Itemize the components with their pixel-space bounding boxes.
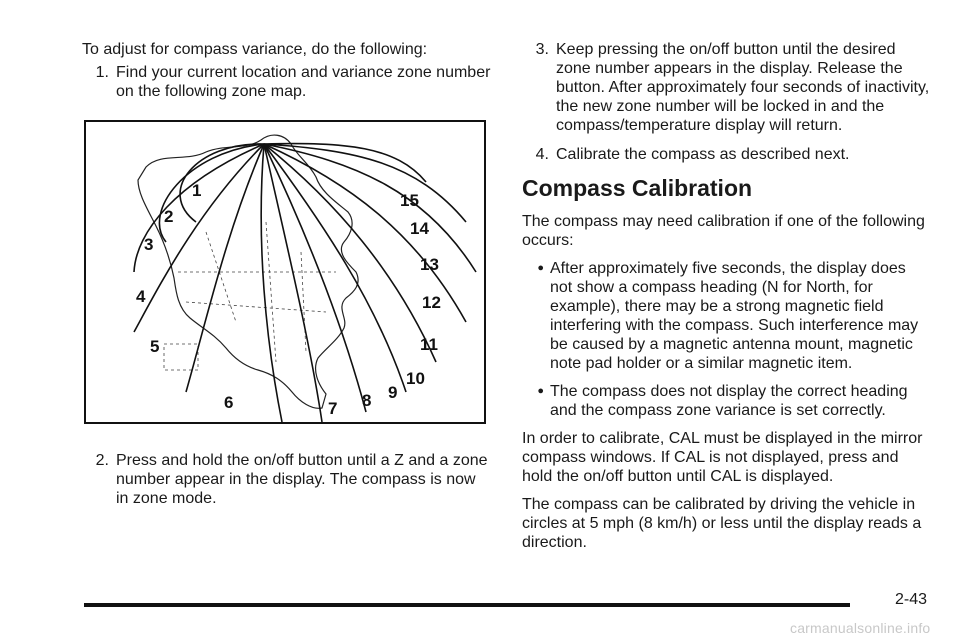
step-1 <box>82 63 492 101</box>
intro-text: To adjust for compass variance, do the following: <box>82 41 428 58</box>
zone-label-10: 10 <box>406 369 425 388</box>
zone-label-15: 15 <box>400 191 419 210</box>
left-column <box>82 40 492 111</box>
bullet-item <box>522 259 932 373</box>
zone-label-3: 3 <box>144 235 154 254</box>
left-column-lower <box>82 451 492 518</box>
zone-label-14: 14 <box>410 219 429 238</box>
calibration-intro: The compass may need calibration if one of the following occurs: <box>522 213 925 249</box>
zone-map-figure <box>84 120 486 424</box>
step-number: 3. <box>535 41 549 58</box>
border-lines <box>178 222 336 362</box>
zone-label-8: 8 <box>362 391 372 410</box>
bullet-icon: ● <box>537 385 544 397</box>
bullet-icon: ● <box>537 262 544 274</box>
zone-label-11: 11 <box>420 335 438 354</box>
calibration-paragraph-2: The compass can be calibrated by driving the vehicle in circles at 5 mph (8 km/h) or less until the display reads a direction. <box>522 496 922 551</box>
calibration-paragraph-1: In order to calibrate, CAL must be displayed in the mirror compass windows. If CAL is not displayed, press and hold the on/off button until CAL is displayed. <box>522 430 923 485</box>
zone-label-6: 6 <box>224 393 234 412</box>
footer-rule <box>84 603 850 607</box>
zone-label-5: 5 <box>150 337 160 356</box>
zone-label-13: 13 <box>420 255 439 274</box>
zone-map-illustration <box>86 122 484 422</box>
zone-label-12: 12 <box>422 293 441 312</box>
step-number: 1. <box>95 64 109 81</box>
step-number: 2. <box>95 452 109 469</box>
step-4 <box>522 145 932 164</box>
page-number: 2-43 <box>895 591 928 608</box>
bullet-text: After approximately five seconds, the display does not show a compass heading (N for North, for example), there may be a strong magnetic field interfering with the compass. Such interference may be caused by a magnetic antenna mount, magnetic note pad holder or a similar magnetic item. <box>550 260 919 372</box>
section-heading: Compass Calibration <box>522 175 753 201</box>
step-text: Press and hold the on/off button until a Z and a zone number appear in the display. The compass is now in zone mode. <box>116 452 488 507</box>
step-text: Find your current location and variance zone number on the following zone map. <box>116 64 491 100</box>
right-column <box>522 40 932 561</box>
step-3 <box>522 40 932 135</box>
step-2 <box>82 451 492 508</box>
zone-label-1: 1 <box>192 181 202 200</box>
zone-label-9: 9 <box>388 383 398 402</box>
step-text: Calibrate the compass as described next. <box>556 146 850 163</box>
step-number: 4. <box>535 146 549 163</box>
zone-label-7: 7 <box>328 399 338 418</box>
bullet-item <box>522 382 932 420</box>
zone-label-2: 2 <box>164 207 174 226</box>
bullet-text: The compass does not display the correct heading and the compass zone variance is set correctly. <box>550 383 908 419</box>
watermark: carmanualsonline.info <box>790 620 931 636</box>
zone-label-4: 4 <box>136 287 146 306</box>
step-text: Keep pressing the on/off button until the desired zone number appears in the display. Release the button. After approximately four seconds of inactivity, the new zone number will be locked in and the compass/temperature display will return. <box>556 41 930 134</box>
